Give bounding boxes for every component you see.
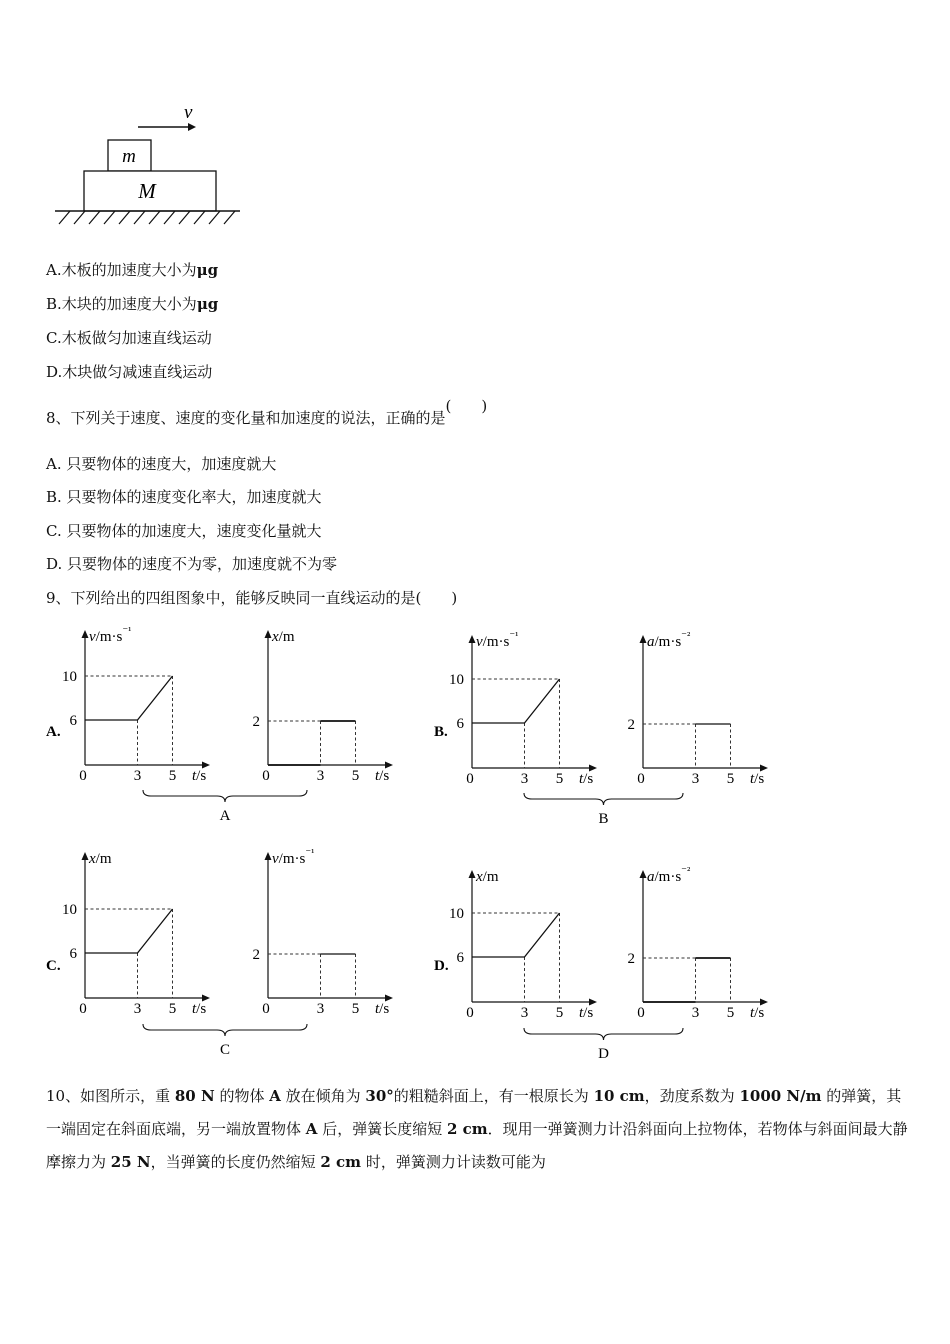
q10-text-part: ，当弹簧的长度仍然缩短 <box>150 1153 321 1171</box>
x-axis-label: t/s <box>192 1001 207 1017</box>
q10-text-part: 后，弹簧长度缩短 <box>317 1120 447 1138</box>
x-tick-label: 5 <box>351 1001 360 1017</box>
y-tick-label: 6 <box>456 716 464 732</box>
q10-text-part: 10、如图所示，重 <box>46 1087 175 1105</box>
x-tick-label: 5 <box>726 1005 735 1021</box>
y-axis-arrow <box>640 870 647 878</box>
q9-graphs <box>0 610 950 1070</box>
graph-c-left <box>62 851 210 1017</box>
graph-a-right <box>253 629 394 784</box>
y-axis-label: $a/m\cdot s^{^{-2}}$ <box>647 865 691 885</box>
ground-hatching <box>59 211 235 224</box>
y-axis-arrow <box>82 852 89 860</box>
q9-stem: 9、下列给出的四组图象中，能够反映同一直线运动的是( ) <box>46 589 458 607</box>
q10-text-part: 25 N <box>110 1153 151 1171</box>
y-axis-label: $v/m\cdot s^{^{-1}}$ <box>476 630 519 650</box>
q10-text-part: 10 cm <box>593 1087 645 1105</box>
y-tick-label: 6 <box>69 713 77 729</box>
brace-label: D <box>598 1046 609 1062</box>
x-tick-label: 0 <box>262 1001 270 1017</box>
hatch-line <box>224 211 235 224</box>
group-label-b: B. <box>434 724 448 740</box>
q10-text-part: 1000 N/m <box>739 1087 822 1105</box>
brace-b <box>524 793 683 827</box>
x-axis-label: t/s <box>750 771 765 787</box>
x-axis-label: t/s <box>375 1001 390 1017</box>
hatch-line <box>179 211 190 224</box>
x-tick-label: 5 <box>726 771 735 787</box>
y-axis-arrow <box>640 635 647 643</box>
y-tick-label: 6 <box>456 950 464 966</box>
y-axis-arrow <box>265 630 272 638</box>
y-axis-label: x/m <box>476 869 499 885</box>
q7-option-c: C.木板做匀加速直线运动 <box>46 329 212 347</box>
x-tick-label: 0 <box>79 1001 87 1017</box>
hatch-line <box>59 211 70 224</box>
x-tick-label: 3 <box>316 1001 325 1017</box>
hatch-line <box>74 211 85 224</box>
y-axis-label: x/m <box>272 629 295 645</box>
hatch-line <box>134 211 145 224</box>
y-axis-arrow <box>469 635 476 643</box>
group-label-a: A. <box>46 724 61 740</box>
y-tick-label: 10 <box>62 669 77 685</box>
velocity-label: v <box>184 102 193 123</box>
x-tick-label: 5 <box>168 768 177 784</box>
y-axis-label: x/m <box>89 851 112 867</box>
q10-stem <box>46 1080 908 1179</box>
x-axis-label: t/s <box>579 1005 594 1021</box>
group-label-d: D. <box>434 958 449 974</box>
brace-label: B <box>598 811 609 827</box>
q8-option-c: C. 只要物体的加速度大，速度变化量就大 <box>46 522 322 540</box>
y-tick-label: 10 <box>449 906 464 922</box>
x-tick-label: 3 <box>133 1001 142 1017</box>
graph-b-right <box>628 630 769 787</box>
y-tick-label: 2 <box>252 714 260 730</box>
y-axis-label: $a/m\cdot s^{^{-2}}$ <box>647 630 691 650</box>
brace-label: A <box>219 808 231 824</box>
q10-text-part: 80 N <box>174 1087 215 1105</box>
q8-option-a: A. 只要物体的速度大，加速度就大 <box>46 455 277 473</box>
y-axis-label: $v/m\cdot s^{^{-1}}$ <box>272 847 315 867</box>
hatch-line <box>89 211 100 224</box>
q8-option-b: B. 只要物体的速度变化率大，加速度就大 <box>46 488 322 506</box>
series-line <box>472 913 560 957</box>
series-line <box>85 909 173 953</box>
x-tick-label: 5 <box>555 1005 564 1021</box>
graph-d-left <box>449 869 597 1021</box>
x-axis-label: t/s <box>579 771 594 787</box>
graph-c-right <box>253 847 394 1017</box>
y-axis-label: $v/m\cdot s^{^{-1}}$ <box>89 625 132 645</box>
hatch-line <box>149 211 160 224</box>
x-tick-label: 3 <box>691 1005 700 1021</box>
q8-option-d: D. 只要物体的速度不为零，加速度就不为零 <box>46 555 338 573</box>
hatch-line <box>164 211 175 224</box>
q10-text-part: 2 cm <box>446 1120 488 1138</box>
q7-option-b: B.木块的加速度大小为μg <box>46 295 219 313</box>
brace-d <box>524 1028 683 1062</box>
x-tick-label: 3 <box>691 771 700 787</box>
q10-text-part: A <box>305 1120 318 1138</box>
graph-b-left <box>449 630 597 787</box>
x-tick-label: 0 <box>637 771 645 787</box>
q10-text-part: 30° <box>365 1087 394 1105</box>
x-tick-label: 0 <box>466 771 474 787</box>
x-tick-label: 0 <box>466 1005 474 1021</box>
q10-text-part: A <box>269 1087 281 1105</box>
graph-d-right <box>628 865 769 1021</box>
q10-text-part: 时，弹簧测力计读数可能为 <box>361 1153 546 1171</box>
x-tick-label: 5 <box>555 771 564 787</box>
q10-text-part: 的弹簧，其一端固定在斜面底端，另一端放置物体 <box>46 1087 902 1138</box>
block-diagram <box>50 100 250 235</box>
brace-path <box>524 793 683 805</box>
brace-c <box>143 1024 307 1058</box>
velocity-arrow-head <box>188 123 196 131</box>
q7-option-a: A.木板的加速度大小为μg <box>46 261 219 279</box>
y-tick-label: 2 <box>252 947 260 963</box>
brace-path <box>143 790 307 802</box>
q10-text-part: ．现用一弹簧测力计沿斜面向上拉物体，若物体与斜面间最大静摩擦力为 <box>46 1120 908 1171</box>
hatch-line <box>119 211 130 224</box>
x-tick-label: 0 <box>262 768 270 784</box>
large-block-label: M <box>138 179 156 203</box>
q10-text-part: 的粗糙斜面上，有一根原长为 <box>393 1087 594 1105</box>
q8-stem: 8、下列关于速度、速度的变化量和加速度的说法，正确的是( ) <box>46 397 488 427</box>
x-axis-label: t/s <box>375 768 390 784</box>
q10-text-part: ，劲度系数为 <box>644 1087 740 1105</box>
brace-path <box>524 1028 683 1040</box>
hatch-line <box>209 211 220 224</box>
y-axis-arrow <box>82 630 89 638</box>
y-axis-arrow <box>265 852 272 860</box>
graph-a-left <box>62 625 210 784</box>
small-block-label: m <box>122 146 136 167</box>
y-axis-arrow <box>469 870 476 878</box>
hatch-line <box>104 211 115 224</box>
brace-path <box>143 1024 307 1036</box>
y-tick-label: 10 <box>449 672 464 688</box>
x-tick-label: 0 <box>637 1005 645 1021</box>
q10-text-part: 2 cm <box>320 1153 362 1171</box>
series-line <box>85 676 173 720</box>
brace-a <box>143 790 307 824</box>
y-tick-label: 2 <box>627 717 635 733</box>
group-label-c: C. <box>46 958 61 974</box>
x-tick-label: 5 <box>168 1001 177 1017</box>
y-tick-label: 2 <box>627 951 635 967</box>
x-axis-label: t/s <box>750 1005 765 1021</box>
brace-label: C <box>219 1042 231 1058</box>
q10-text-part: 放在倾角为 <box>280 1087 366 1105</box>
x-tick-label: 3 <box>133 768 142 784</box>
x-tick-label: 3 <box>316 768 325 784</box>
x-tick-label: 5 <box>351 768 360 784</box>
x-tick-label: 3 <box>520 1005 529 1021</box>
series-line <box>472 679 560 723</box>
x-tick-label: 0 <box>79 768 87 784</box>
x-tick-label: 3 <box>520 771 529 787</box>
q7-option-d: D.木块做匀减速直线运动 <box>46 363 213 381</box>
q10-text-part: 的物体 <box>214 1087 270 1105</box>
x-axis-label: t/s <box>192 768 207 784</box>
y-tick-label: 6 <box>69 946 77 962</box>
hatch-line <box>194 211 205 224</box>
y-tick-label: 10 <box>62 902 77 918</box>
